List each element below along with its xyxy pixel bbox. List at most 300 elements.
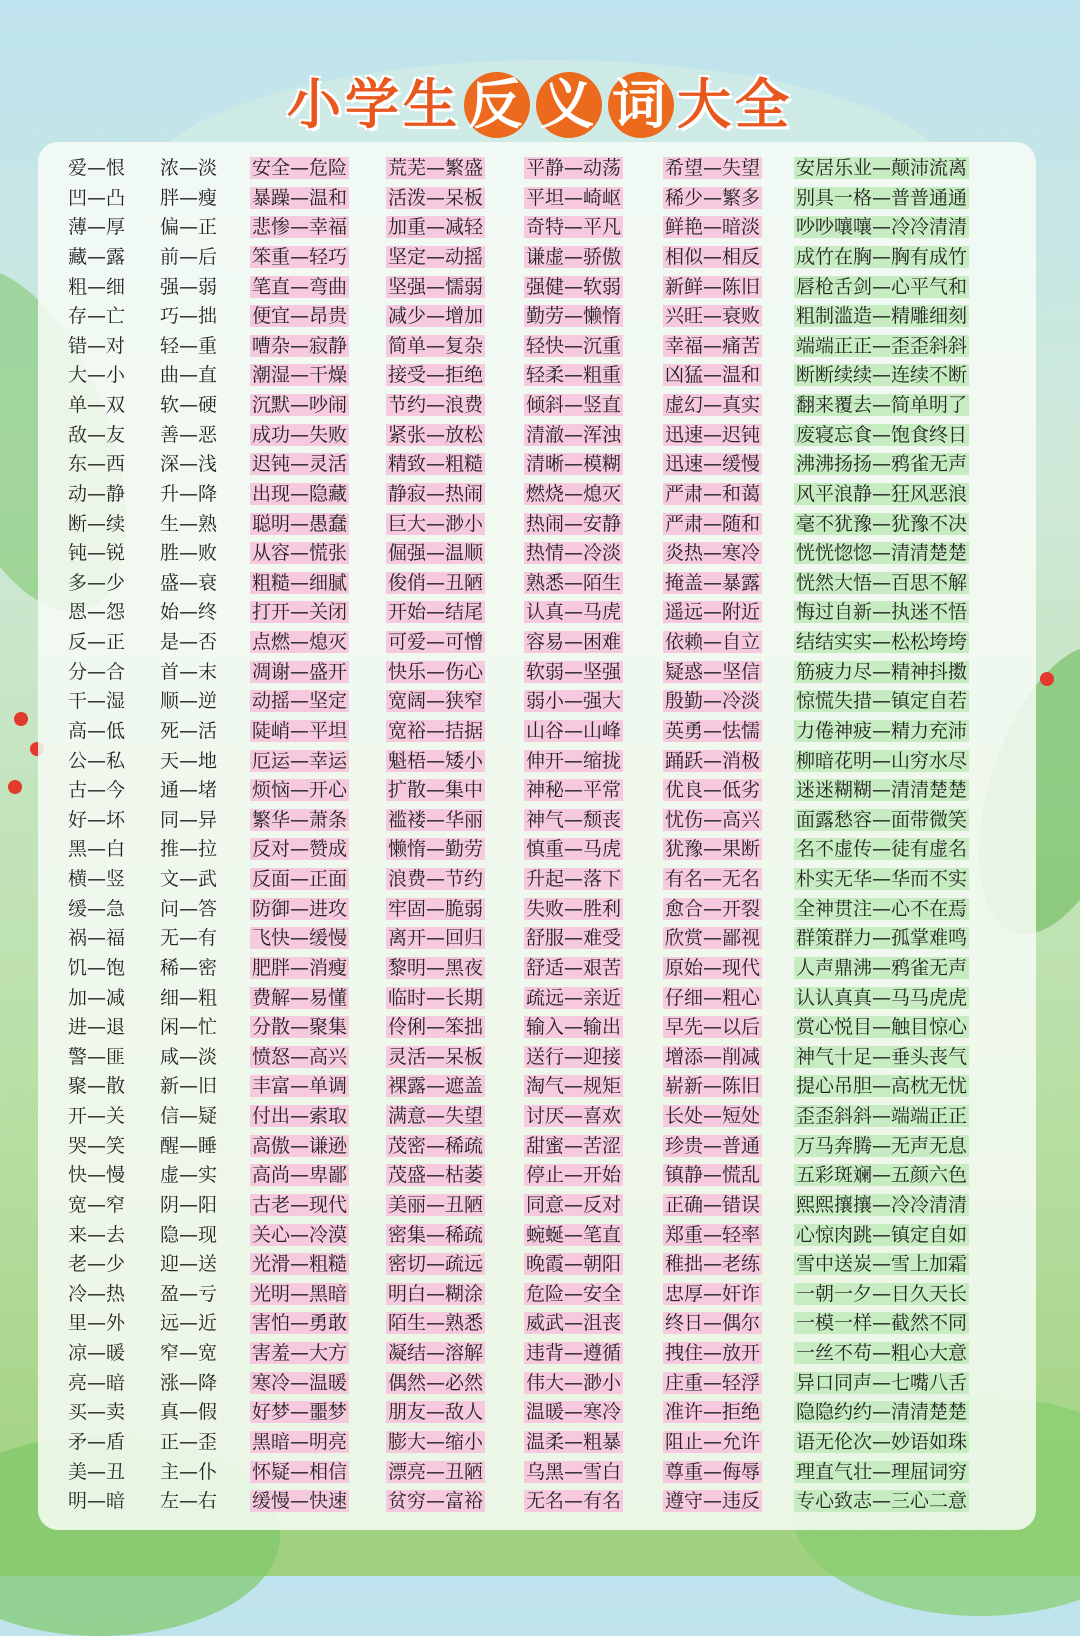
antonym-pair-text: 加重—减轻 [388, 216, 484, 239]
antonym-pair-text: 出现—隐藏 [252, 482, 348, 505]
antonym-pair-text: 愈合—开裂 [665, 897, 761, 920]
antonym-pair [66, 1132, 127, 1162]
antonym-pair-text: 害羞—大方 [252, 1342, 348, 1364]
antonym-pair-text: 便宜—昂贵 [252, 305, 348, 328]
antonym-pair [386, 1398, 485, 1428]
antonym-pair [66, 184, 127, 214]
antonym-pair-text: 柳暗花明—山穷水尽 [796, 749, 968, 772]
antonym-pair [794, 598, 969, 628]
antonym-pair-text: 聪明—愚蠢 [252, 512, 348, 535]
antonym-pair-text: 通—堵 [160, 779, 218, 802]
antonym-pair-text: 软—硬 [160, 394, 218, 416]
antonym-pair [158, 184, 219, 214]
antonym-pair-text: 万马奔腾—无声无息 [796, 1134, 968, 1157]
antonym-pair-text: 信—疑 [160, 1105, 218, 1127]
antonym-pair-text: 倔强—温顺 [388, 542, 484, 565]
antonym-pair-text: 输入—输出 [526, 1016, 622, 1039]
antonym-pair-text: 新—旧 [160, 1075, 218, 1098]
antonym-pair-text: 珍贵—普通 [665, 1134, 761, 1157]
antonym-pair [386, 865, 485, 895]
antonym-pair-text: 笨重—轻巧 [252, 245, 348, 268]
antonym-pair [158, 806, 219, 836]
antonym-pair-text: 遵守—违反 [665, 1490, 761, 1513]
antonym-pair-text: 平静—动荡 [526, 157, 622, 179]
antonym-pair [663, 1398, 762, 1428]
antonym-pair [663, 243, 762, 273]
antonym-pair [524, 510, 623, 540]
column-two-char-1 [250, 154, 349, 1517]
antonym-pair [524, 1132, 623, 1162]
antonym-pair [794, 1280, 969, 1310]
antonym-pair-text: 扩散—集中 [388, 779, 484, 802]
antonym-pair [663, 1250, 762, 1280]
antonym-pair-text: 终日—偶尔 [665, 1312, 761, 1335]
antonym-pair-text: 沸沸扬扬—鸦雀无声 [796, 453, 968, 476]
antonym-pair [158, 154, 219, 184]
antonym-pair-text: 节约—浪费 [388, 394, 484, 416]
antonym-pair-text: 紧张—放松 [388, 423, 484, 446]
antonym-pair-text: 崭新—陈旧 [665, 1075, 761, 1098]
antonym-pair [386, 1072, 485, 1102]
antonym-pair-text: 讨厌—喜欢 [526, 1105, 622, 1127]
antonym-pair [250, 243, 349, 273]
antonym-pair-text: 舒服—难受 [526, 927, 622, 950]
antonym-pair [158, 480, 219, 510]
antonym-pair-text: 凝结—溶解 [388, 1342, 484, 1364]
antonym-pair [794, 776, 969, 806]
antonym-pair [524, 213, 623, 243]
antonym-pair-text: 薄—厚 [68, 216, 126, 239]
antonym-pair-text: 聚—散 [68, 1075, 126, 1098]
antonym-pair-text: 端端正正—歪歪斜斜 [796, 334, 968, 357]
antonym-pair-text: 灵活—呆板 [388, 1045, 484, 1068]
antonym-pair-text: 来—去 [68, 1223, 126, 1246]
berry-decoration [1040, 672, 1054, 686]
antonym-pair [250, 984, 349, 1014]
antonym-pair [386, 391, 485, 421]
antonym-pair-text: 群策群力—孤掌难鸣 [796, 927, 968, 950]
antonym-pair [250, 1309, 349, 1339]
antonym-pair [66, 717, 127, 747]
antonym-pair [158, 954, 219, 984]
antonym-pair-text: 清晰—模糊 [526, 453, 622, 476]
antonym-pair [663, 1161, 762, 1191]
antonym-pair [158, 1132, 219, 1162]
antonym-pair [158, 213, 219, 243]
antonym-pair-text: 乌黑—雪白 [526, 1460, 622, 1483]
antonym-pair-text: 力倦神疲—精力充沛 [796, 719, 968, 742]
antonym-pair-text: 害怕—勇敢 [252, 1312, 348, 1335]
antonym-pair-text: 密切—疏远 [388, 1253, 484, 1276]
antonym-pair-text: 正—歪 [160, 1430, 218, 1453]
antonym-pair [794, 421, 969, 451]
antonym-pair-text: 熙熙攘攘—冷冷清清 [796, 1193, 968, 1216]
antonym-pair-text: 踊跃—消极 [665, 749, 761, 772]
antonym-pair [794, 243, 969, 273]
antonym-pair [524, 1102, 623, 1132]
antonym-pair [66, 1487, 127, 1517]
antonym-pair-text: 里—外 [68, 1312, 126, 1335]
antonym-pair [250, 450, 349, 480]
antonym-pair-text: 买—卖 [68, 1401, 126, 1424]
antonym-pair [250, 1221, 349, 1251]
antonym-pair [158, 450, 219, 480]
antonym-pair-text: 偏—正 [160, 216, 218, 239]
antonym-pair-text: 浓—淡 [160, 157, 218, 179]
antonym-pair-text: 活泼—呆板 [388, 186, 484, 209]
antonym-pair-text: 陡峭—平坦 [252, 719, 348, 742]
antonym-pair-text: 巧—拙 [160, 305, 218, 328]
antonym-pair-text: 横—竖 [68, 868, 126, 890]
antonym-pair [386, 421, 485, 451]
antonym-pair [524, 154, 623, 184]
antonym-pair [66, 806, 127, 836]
antonym-pair-text: 成功—失败 [252, 423, 348, 446]
antonym-pair-text: 犹豫—果断 [665, 838, 761, 861]
antonym-pair [66, 895, 127, 925]
antonym-pair [158, 717, 219, 747]
antonym-pair-text: 偶然—必然 [388, 1371, 484, 1394]
antonym-pair [524, 361, 623, 391]
antonym-pair [663, 717, 762, 747]
antonym-pair-text: 咸—淡 [160, 1045, 218, 1068]
antonym-pair-text: 黎明—黑夜 [388, 956, 484, 979]
antonym-pair [794, 628, 969, 658]
antonym-pair-text: 从容—慌张 [252, 542, 348, 565]
antonym-pair-text: 防御—进攻 [252, 897, 348, 920]
antonym-pair-text: 顺—逆 [160, 690, 218, 713]
antonym-pair-text: 窄—宽 [160, 1342, 218, 1364]
antonym-pair [250, 273, 349, 303]
antonym-pair-text: 悲惨—幸福 [252, 216, 348, 239]
antonym-pair-text: 推—拉 [160, 838, 218, 861]
antonym-pair-text: 语无伦次—妙语如珠 [796, 1430, 968, 1453]
antonym-pair-text: 温暖—寒冷 [526, 1401, 622, 1424]
antonym-pair [66, 154, 127, 184]
antonym-pair [663, 480, 762, 510]
antonym-pair-text: 深—浅 [160, 453, 218, 476]
antonym-pair-text: 疑惑—坚信 [665, 660, 761, 683]
antonym-pair-text: 迎—送 [160, 1253, 218, 1276]
antonym-pair-text: 繁华—萧条 [252, 808, 348, 831]
column-single-char-2 [158, 154, 219, 1517]
antonym-pair [250, 1102, 349, 1132]
title-char-highlighted: 词 [608, 72, 674, 138]
antonym-pair-text: 涨—降 [160, 1371, 218, 1394]
antonym-pair-text: 稀—密 [160, 956, 218, 979]
antonym-pair-text: 原始—现代 [665, 956, 761, 979]
antonym-pair [663, 1072, 762, 1102]
antonym-pair [386, 687, 485, 717]
antonym-pair [663, 895, 762, 925]
antonym-pair-text: 恍恍惚惚—清清楚楚 [796, 542, 968, 565]
antonym-pair-text: 庄重—轻浮 [665, 1371, 761, 1394]
antonym-pair-text: 认认真真—马马虎虎 [796, 986, 968, 1009]
antonym-pair [524, 598, 623, 628]
antonym-pair-text: 接受—拒绝 [388, 364, 484, 387]
antonym-pair-text: 郑重—轻率 [665, 1223, 761, 1246]
antonym-pair-text: 无—有 [160, 927, 218, 950]
antonym-pair [250, 391, 349, 421]
antonym-pair-text: 轻—重 [160, 334, 218, 357]
antonym-pair-text: 愤怒—高兴 [252, 1045, 348, 1068]
antonym-pair-text: 临时—长期 [388, 986, 484, 1009]
antonym-pair [663, 569, 762, 599]
antonym-pair [794, 1191, 969, 1221]
antonym-pair [158, 1191, 219, 1221]
antonym-pair [158, 1221, 219, 1251]
antonym-pair [663, 539, 762, 569]
antonym-pair-text: 蜿蜒—笔直 [526, 1223, 622, 1246]
antonym-pair [794, 984, 969, 1014]
antonym-pair-text: 善—恶 [160, 423, 218, 446]
antonym-pair-text: 可爱—可憎 [388, 631, 484, 653]
antonym-pair-text: 安全—危险 [252, 157, 348, 179]
antonym-pair-text: 增添—削减 [665, 1045, 761, 1068]
antonym-pair [794, 1339, 969, 1369]
antonym-pair [663, 391, 762, 421]
antonym-pair [158, 1013, 219, 1043]
antonym-pair-text: 贫穷—富裕 [388, 1490, 484, 1513]
antonym-pair [794, 1102, 969, 1132]
antonym-pair-text: 粗糙—细腻 [252, 571, 348, 594]
antonym-pair-text: 新鲜—陈旧 [665, 275, 761, 298]
antonym-pair-text: 吵吵嚷嚷—冷冷清清 [796, 216, 968, 239]
antonym-pair [524, 1221, 623, 1251]
antonym-pair [663, 302, 762, 332]
antonym-pair [524, 776, 623, 806]
antonym-pair [524, 1161, 623, 1191]
antonym-pair-text: 拽住—放开 [665, 1342, 761, 1364]
antonym-pair-text: 左—右 [160, 1490, 218, 1513]
antonym-pair [66, 865, 127, 895]
antonym-pair [386, 332, 485, 362]
antonym-pair-text: 茂密—稀疏 [388, 1134, 484, 1157]
antonym-pair-text: 一朝一夕—日久天长 [796, 1282, 968, 1305]
antonym-pair-text: 严肃—和蔼 [665, 482, 761, 505]
antonym-pair-text: 慎重—马虎 [526, 838, 622, 861]
antonym-pair-text: 关心—冷漠 [252, 1223, 348, 1246]
antonym-pair [794, 806, 969, 836]
antonym-pair-text: 早先—以后 [665, 1016, 761, 1039]
antonym-pair [524, 1280, 623, 1310]
antonym-pair [66, 332, 127, 362]
antonym-pair-text: 违背—遵循 [526, 1342, 622, 1364]
antonym-pair-text: 遥远—附近 [665, 601, 761, 624]
antonym-pair [386, 184, 485, 214]
antonym-pair [250, 421, 349, 451]
antonym-pair-text: 好梦—噩梦 [252, 1401, 348, 1424]
antonym-pair-text: 开始—结尾 [388, 601, 484, 624]
antonym-pair-text: 心惊肉跳—镇定自如 [796, 1223, 968, 1246]
antonym-pair-text: 稀少—繁多 [665, 186, 761, 209]
antonym-pair [663, 1132, 762, 1162]
antonym-pair-text: 幸福—痛苦 [665, 334, 761, 357]
antonym-pair [663, 213, 762, 243]
antonym-pair [158, 628, 219, 658]
antonym-pair [250, 213, 349, 243]
antonym-pair-text: 盛—衰 [160, 571, 218, 594]
antonym-pair-text: 温柔—粗暴 [526, 1430, 622, 1453]
antonym-pair [524, 747, 623, 777]
antonym-pair [386, 776, 485, 806]
antonym-pair [66, 1221, 127, 1251]
antonym-pair-text: 神气十足—垂头丧气 [796, 1045, 968, 1068]
antonym-pair-text: 危险—安全 [526, 1282, 622, 1305]
column-two-char-3 [524, 154, 623, 1517]
antonym-pair-text: 隐—现 [160, 1223, 218, 1246]
antonym-pair [250, 1013, 349, 1043]
antonym-pair-text: 阴—阳 [160, 1193, 218, 1216]
antonym-pair [794, 1309, 969, 1339]
antonym-pair [158, 539, 219, 569]
antonym-pair-text: 一丝不苟—粗心大意 [796, 1342, 968, 1364]
antonym-pair [663, 1339, 762, 1369]
column-two-char-4 [663, 154, 762, 1517]
antonym-pair-text: 无名—有名 [526, 1490, 622, 1513]
antonym-pair [663, 1309, 762, 1339]
antonym-pair [524, 1043, 623, 1073]
antonym-pair-text: 高尚—卑鄙 [252, 1164, 348, 1187]
antonym-pair-text: 警—匪 [68, 1045, 126, 1068]
antonym-pair [524, 1487, 623, 1517]
antonym-pair-text: 沉默—吵闹 [252, 394, 348, 416]
antonym-pair [66, 598, 127, 628]
antonym-pair-text: 爱—恨 [68, 157, 126, 179]
antonym-pair [250, 1428, 349, 1458]
antonym-pair-text: 弱小—强大 [526, 690, 622, 713]
antonym-pair [794, 658, 969, 688]
antonym-pair-text: 伶俐—笨拙 [388, 1016, 484, 1039]
antonym-pair-text: 真—假 [160, 1401, 218, 1424]
antonym-pair [524, 954, 623, 984]
title-char: 学 [345, 73, 403, 136]
antonym-pair-text: 熟悉—陌生 [526, 571, 622, 594]
antonym-pair-text: 敌—友 [68, 423, 126, 446]
antonym-pair-text: 动—静 [68, 482, 126, 505]
antonym-pair-text: 潮湿—干燥 [252, 364, 348, 387]
antonym-pair [158, 1487, 219, 1517]
antonym-pair-text: 肥胖—消瘦 [252, 956, 348, 979]
antonym-pair-text: 淘气—规矩 [526, 1075, 622, 1098]
antonym-pair [158, 1102, 219, 1132]
antonym-pair [386, 717, 485, 747]
antonym-pair-text: 山谷—山峰 [526, 719, 622, 742]
antonym-pair-text: 面露愁容—面带微笑 [796, 808, 968, 831]
antonym-pair-text: 丰富—单调 [252, 1075, 348, 1098]
antonym-pair [524, 1191, 623, 1221]
antonym-pair-text: 厄运—幸运 [252, 749, 348, 772]
antonym-pair-text: 宽—窄 [68, 1193, 126, 1216]
antonym-pair-text: 别具一格—普普通通 [796, 186, 968, 209]
antonym-pair-text: 停止—开始 [526, 1164, 622, 1187]
antonym-pair [158, 391, 219, 421]
antonym-pair [524, 480, 623, 510]
antonym-pair [386, 1102, 485, 1132]
antonym-pair-text: 好—坏 [68, 808, 126, 831]
antonym-pair [663, 154, 762, 184]
antonym-pair [524, 1458, 623, 1488]
antonym-pair-text: 奇特—平凡 [526, 216, 622, 239]
antonym-pair [794, 510, 969, 540]
antonym-pair-text: 强—弱 [160, 275, 218, 298]
antonym-pair [386, 747, 485, 777]
antonym-pair-text: 开—关 [68, 1105, 126, 1127]
antonym-pair [386, 569, 485, 599]
antonym-pair [66, 1102, 127, 1132]
antonym-pair [386, 539, 485, 569]
antonym-pair [794, 391, 969, 421]
antonym-pair [386, 598, 485, 628]
antonym-pair-text: 祸—福 [68, 927, 126, 950]
antonym-pair [794, 1369, 969, 1399]
antonym-pair-text: 高傲—谦逊 [252, 1134, 348, 1157]
antonym-pair-text: 干—湿 [68, 690, 126, 713]
berry-decoration [8, 780, 22, 794]
antonym-pair [66, 1369, 127, 1399]
antonym-pair-text: 燃烧—熄灭 [526, 482, 622, 505]
antonym-pair [386, 895, 485, 925]
antonym-pair [158, 569, 219, 599]
antonym-pair-text: 镇静—慌乱 [665, 1164, 761, 1187]
antonym-pair [794, 361, 969, 391]
antonym-pair [386, 213, 485, 243]
antonym-pair-text: 远—近 [160, 1312, 218, 1335]
antonym-pair-text: 天—地 [160, 749, 218, 772]
antonym-pair-text: 忧伤—高兴 [665, 808, 761, 831]
antonym-pair [250, 954, 349, 984]
antonym-pair-text: 单—双 [68, 394, 126, 416]
antonym-pair-text: 正确—错误 [665, 1193, 761, 1216]
antonym-pair [66, 1339, 127, 1369]
antonym-pair [663, 361, 762, 391]
title-char-highlighted: 反 [464, 72, 530, 138]
antonym-pair [663, 954, 762, 984]
antonym-pair [158, 747, 219, 777]
antonym-pair-text: 忠厚—奸诈 [665, 1282, 761, 1305]
antonym-pair [250, 776, 349, 806]
title-char-highlighted: 义 [536, 72, 602, 138]
antonym-pair [524, 895, 623, 925]
antonym-pair [66, 213, 127, 243]
antonym-pair [524, 1013, 623, 1043]
antonym-pair [250, 687, 349, 717]
antonym-table [38, 142, 1036, 1530]
antonym-pair [386, 243, 485, 273]
antonym-pair-text: 始—终 [160, 601, 218, 624]
antonym-pair [66, 450, 127, 480]
antonym-pair [250, 480, 349, 510]
antonym-pair [794, 1250, 969, 1280]
title-char: 生 [403, 73, 461, 136]
antonym-pair [250, 1132, 349, 1162]
antonym-pair-text: 饥—饱 [68, 956, 126, 979]
antonym-pair-text: 漂亮—丑陋 [388, 1460, 484, 1483]
antonym-pair-text: 清澈—浑浊 [526, 423, 622, 446]
antonym-pair [794, 1013, 969, 1043]
antonym-pair [250, 1250, 349, 1280]
antonym-pair-text: 细—粗 [160, 986, 218, 1009]
antonym-pair [158, 332, 219, 362]
antonym-pair-text: 有名—无名 [665, 868, 761, 890]
column-two-char-2 [386, 154, 485, 1517]
antonym-pair [250, 1161, 349, 1191]
antonym-pair-text: 离开—回归 [388, 927, 484, 950]
antonym-pair-text: 懒惰—勤劳 [388, 838, 484, 861]
antonym-pair-text: 迅速—缓慢 [665, 453, 761, 476]
antonym-pair-text: 恍然大悟—百思不解 [796, 571, 968, 594]
antonym-pair-text: 分—合 [68, 660, 126, 683]
